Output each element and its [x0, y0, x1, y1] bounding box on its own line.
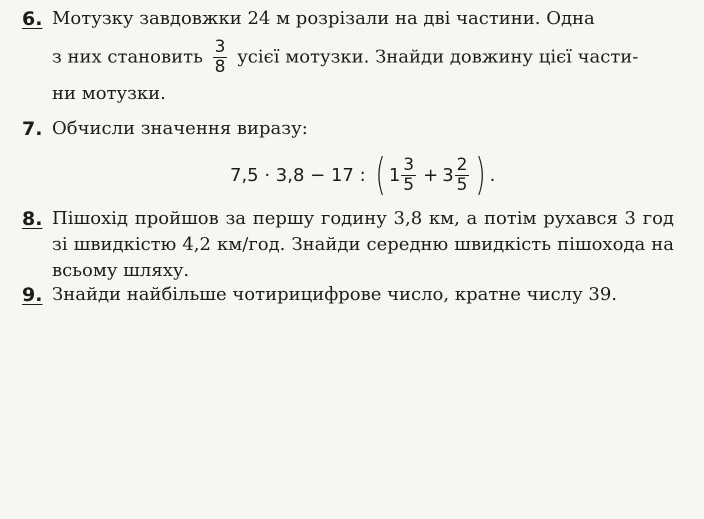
denominator: 5 [456, 174, 468, 195]
problem-line-with-fraction [52, 38, 674, 77]
problem-text: Пішохід пройшов за першу годину 3,8 км, а потім рухався 3 год зі швидкістю 4,2 км/год. Знайди середню швидкість пішохода на всьому шляху. [52, 208, 674, 281]
close-paren: ) [475, 149, 487, 200]
problem-text [52, 6, 674, 107]
open-paren: ( [375, 149, 386, 200]
math-expression [230, 150, 495, 200]
problem-text: Знайди найбільше чотирицифрове число, кратне числу 39. [52, 284, 618, 305]
mixed-number-whole: 3 [442, 164, 454, 186]
numerator: 3 [403, 154, 415, 175]
problem-number: 8. [22, 208, 43, 230]
problem-7 [22, 116, 674, 142]
problem-6 [22, 6, 674, 107]
problem-number: 6. [22, 8, 43, 30]
denominator: 8 [214, 57, 226, 77]
problem-line: Мотузку завдовжки 24 м розрізали на дві частини. Одна [52, 8, 595, 29]
mixed-number-fraction [455, 156, 470, 195]
problem-text: Обчисли значення виразу: [52, 118, 308, 139]
mixed-number-whole: 1 [388, 164, 401, 186]
fraction-three-eighths [213, 38, 228, 77]
denominator: 5 [403, 174, 415, 195]
numerator: 3 [214, 37, 226, 57]
problem-8 [22, 206, 674, 284]
text-after-fraction: усієї мотузки. Знайди довжину цієї части- [237, 46, 639, 68]
text-before-fraction: з них становить [52, 46, 203, 68]
expression-prefix: 7,5 · 3,8 − 17 : [230, 164, 366, 186]
expression-end: . [489, 164, 496, 186]
problem-9 [22, 282, 674, 308]
numerator: 2 [456, 154, 468, 175]
mixed-number-fraction [401, 156, 416, 195]
problem-number: 9. [22, 284, 43, 306]
plus-operator: + [423, 164, 439, 186]
problem-line: ни мотузки. [52, 83, 166, 104]
problem-number: 7. [22, 118, 43, 140]
